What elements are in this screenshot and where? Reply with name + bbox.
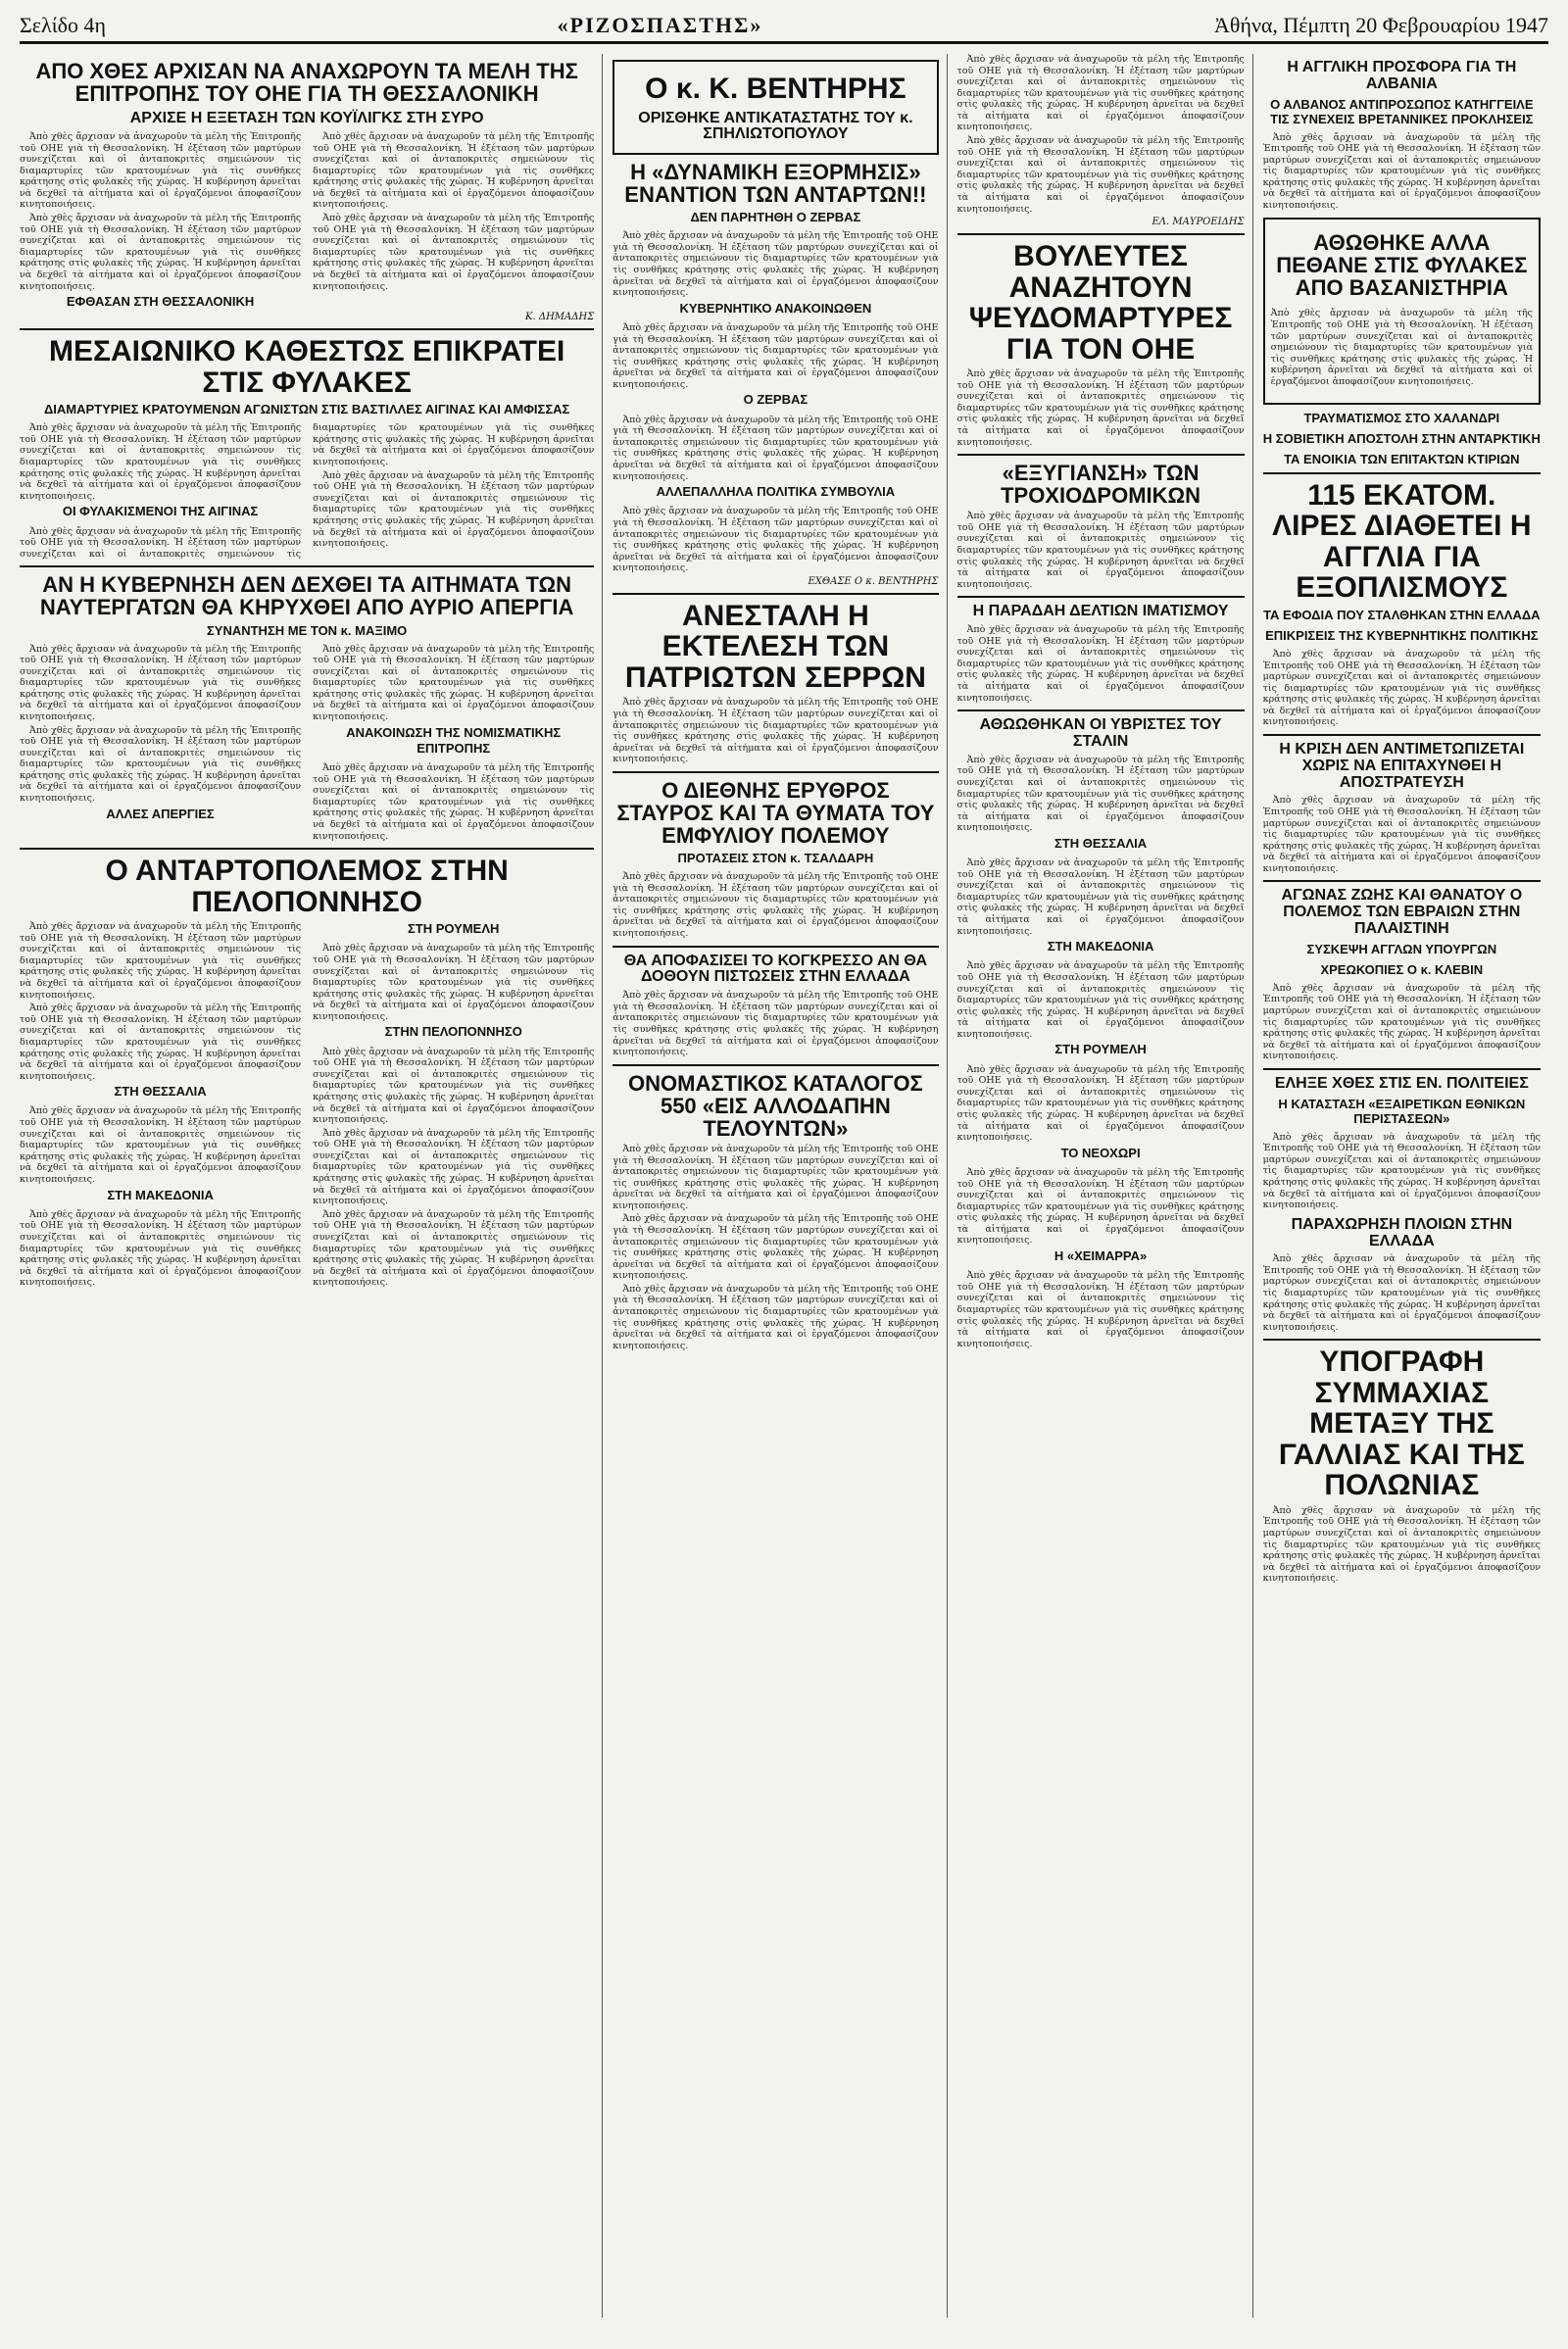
subheadline-supplies: ΤΑ ΕΦΟΔΙΑ ΠΟΥ ΣΤΑΛΘΗΚΑΝ ΣΤΗΝ ΕΛΛΑΔΑ [1263,607,1541,622]
article-text: Ἀπὸ χθὲς ἄρχισαν νὰ ἀναχωροῦν τὰ μέλη τῆς Ἐπιτροπῆς τοῦ ΟΗΕ γιὰ τὴ Θεσσαλονίκη. Ἡ ἐξέταση τῶν μαρτύρων συνεχίζεται καὶ οἱ ἀνταποκριτὲς σημειώνουν τὶς διαμαρτυρίες τῶν κρατουμένων γιὰ τὶς συνθῆκες κράτησης στὶς φυλακὲς τῆς χώρας. Ἡ κυβέρνηση ἀρνεῖται νὰ δεχθεῖ τὰ αἰτήματα καὶ οἱ ἐργαζόμενοι ἀποφασίζουν κινητοποιήσεις. [20,1003,302,1082]
article-offensive [612,230,938,574]
section-gov-statement: ΚΥΒΕΡΝΗΤΙΚΟ ΑΝΑΚΟΙΝΩΘΕΝ [679,300,872,316]
divider [1263,1068,1541,1070]
article-peloponnese [20,921,594,1291]
divider [1263,880,1541,882]
article-congress [612,990,938,1057]
article-text: Ἀπὸ χθὲς ἄρχισαν νὰ ἀναχωροῦν τὰ μέλη τῆς Ἐπιτροπῆς τοῦ ΟΗΕ γιὰ τὴ Θεσσαλονίκη. Ἡ ἐξέταση τῶν μαρτύρων συνεχίζεται καὶ οἱ ἀνταποκριτὲς σημειώνουν τὶς διαμαρτυρίες τῶν κρατουμένων γιὰ τὶς συνθῆκες κράτησης στὶς φυλακὲς τῆς χώρας. Ἡ κυβέρνηση ἀρνεῖται νὰ δεχθεῖ τὰ αἰτήματα καὶ οἱ ἐργαζόμενοι ἀποφασίζουν κινητοποιήσεις. [612,990,939,1058]
divider [957,233,1245,235]
divider [957,454,1245,456]
article-text: Ἀπὸ χθὲς ἄρχισαν νὰ ἀναχωροῦν τὰ μέλη τῆς Ἐπιτροπῆς τοῦ ΟΗΕ γιὰ τὴ Θεσσαλονίκη. Ἡ ἐξέταση τῶν μαρτύρων συνεχίζεται καὶ οἱ ἀνταποκριτὲς σημειώνουν τὶς διαμαρτυρίες τῶν κρατουμένων γιὰ τὶς συνθῆκες κράτησης στὶς φυλακὲς τῆς χώρας. Ἡ κυβέρνηση ἀρνεῖται νὰ δεχθεῖ τὰ αἰτήματα καὶ οἱ ἐργαζόμενοι ἀποφασίζουν κινητοποιήσεις. [1262,131,1541,212]
prison-death-box [1263,218,1541,405]
section-political: ΑΛΛΕΠΑΛΛΗΛΑ ΠΟΛΙΤΙΚΑ ΣΥΜΒΟΥΛΙΑ [656,484,896,500]
headline-clothing: Η ΠΑΡΑΔΑΗ ΔΕΛΤΙΩΝ ΙΜΑΤΙΣΜΟΥ [972,603,1229,620]
article-text: Ἀπὸ χθὲς ἄρχισαν νὰ ἀναχωροῦν τὰ μέλη τῆς Ἐπιτροπῆς τοῦ ΟΗΕ γιὰ τὴ Θεσσαλονίκη. Ἡ ἐξέταση τῶν μαρτύρων συνεχίζεται καὶ οἱ ἀνταποκριτὲς σημειώνουν τὶς διαμαρτυρίες τῶν κρατουμένων γιὰ τὶς συνθῆκες κράτησης στὶς φυλακὲς τῆς χώρας. Ἡ κυβέρνηση ἀρνεῖται νὰ δεχθεῖ τὰ αἰτήματα καὶ οἱ ἐργαζόμενοι ἀποφασίζουν κινητοποιήσεις. [313,1208,595,1289]
article-text: Ἀπὸ χθὲς ἄρχισαν νὰ ἀναχωροῦν τὰ μέλη τῆς Ἐπιτροπῆς τοῦ ΟΗΕ γιὰ τὴ Θεσσαλονίκη. Ἡ ἐξέταση τῶν μαρτύρων συνεχίζεται καὶ οἱ ἀνταποκριτὲς σημειώνουν τὶς διαμαρτυρίες τῶν κρατουμένων γιὰ τὶς συνθῆκες κράτησης στὶς φυλακὲς τῆς χώρας. Ἡ κυβέρνηση ἀρνεῖται νὰ δεχθεῖ τὰ αἰτήματα καὶ οἱ ἐργαζόμενοι ἀποφασίζουν κινητοποιήσεις. [956,960,1245,1040]
article-text: Ἀπὸ χθὲς ἄρχισαν νὰ ἀναχωροῦν τὰ μέλη τῆς Ἐπιτροπῆς τοῦ ΟΗΕ γιὰ τὴ Θεσσαλονίκη. Ἡ ἐξέταση τῶν μαρτύρων συνεχίζεται καὶ οἱ ἀνταποκριτὲς σημειώνουν τὶς διαμαρτυρίες τῶν κρατουμένων γιὰ τὶς συνθῆκες κράτησης στὶς φυλακὲς τῆς χώρας. Ἡ κυβέρνηση ἀρνεῖται νὰ δεχθεῖ τὰ αἰτήματα καὶ οἱ ἐργαζόμενοι ἀποφασίζουν κινητοποιήσεις. [313,643,595,723]
section-monetary: ΑΝΑΚΟΙΝΩΣΗ ΤΗΣ ΝΟΜΙΣΜΑΤΙΚΗΣ ΕΠΙΤΡΟΠΗΣ [346,724,562,756]
subheadline-criticism: ΕΠΙΚΡΙΣΕΙΣ ΤΗΣ ΚΥΒΕΡΝΗΤΙΚΗΣ ΠΟΛΙΤΙΚΗΣ [1265,627,1539,643]
article-text: Ἀπὸ χθὲς ἄρχισαν νὰ ἀναχωροῦν τὰ μέλη τῆς Ἐπιτροπῆς τοῦ ΟΗΕ γιὰ τὴ Θεσσαλονίκη. Ἡ ἐξέταση τῶν μαρτύρων συνεχίζεται καὶ οἱ ἀνταποκριτὲς σημειώνουν τὶς διαμαρτυρίες τῶν κρατουμένων γιὰ τὶς συνθῆκες κράτησης στὶς φυλακὲς τῆς χώρας. Ἡ κυβέρνηση ἀρνεῖται νὰ δεχθεῖ τὰ αἰτήματα καὶ οἱ ἐργαζόμενοι ἀποφασίζουν κινητοποιήσεις. [20,1105,302,1185]
headline-serres: ΑΝΕΣΤΑΛΗ Η ΕΚΤΕΛΕΣΗ ΤΩΝ ΠΑΤΡΙΩΤΩΝ ΣΕΡΡΩΝ [624,599,926,694]
article-text: Ἀπὸ χθὲς ἄρχισαν νὰ ἀναχωροῦν τὰ μέλη τῆς Ἐπιτροπῆς τοῦ ΟΗΕ γιὰ τὴ Θεσσαλονίκη. Ἡ ἐξέταση τῶν μαρτύρων συνεχίζεται καὶ οἱ ἀνταποκριτὲς σημειώνουν τὶς διαμαρτυρίες τῶν κρατουμένων γιὰ τὶς συνθῆκες κράτησης στὶς φυλακὲς τῆς χώρας. Ἡ κυβέρνηση ἀρνεῖται νὰ δεχθεῖ τὰ αἰτήματα καὶ οἱ ἐργαζόμενοι ἀποφασίζουν κινητοποιήσεις. [956,511,1245,590]
article-continued [957,54,1245,215]
divider [20,565,594,567]
section-roumeli: ΣΤΗ ΡΟΥΜΕΛΗ [408,921,500,937]
article-text: Ἀπὸ χθὲς ἄρχισαν νὰ ἀναχωροῦν τὰ μέλη τῆς Ἐπιτροπῆς τοῦ ΟΗΕ γιὰ τὴ Θεσσαλονίκη. Ἡ ἐξέταση τῶν μαρτύρων συνεχίζεται καὶ οἱ ἀνταποκριτὲς σημειώνουν τὶς διαμαρτυρίες τῶν κρατουμένων γιὰ τὶς συνθῆκες κράτησης στὶς φυλακὲς τῆς χώρας. Ἡ κυβέρνηση ἀρνεῖται νὰ δεχθεῖ τὰ αἰτήματα καὶ οἱ ἐργαζόμενοι ἀποφασίζουν κινητοποιήσεις. [20,643,302,723]
article-text: Ἀπὸ χθὲς ἄρχισαν νὰ ἀναχωροῦν τὰ μέλη τῆς Ἐπιτροπῆς τοῦ ΟΗΕ γιὰ τὴ Θεσσαλονίκη. Ἡ ἐξέταση τῶν μαρτύρων συνεχίζεται καὶ οἱ ἀνταποκριτὲς σημειώνουν τὶς διαμαρτυρίες τῶν κρατουμένων γιὰ τὶς συνθῆκες κράτησης στὶς φυλακὲς τῆς χώρας. Ἡ κυβέρνηση ἀρνεῖται νὰ δεχθεῖ τὰ αἰτήματα καὶ οἱ ἐργαζόμενοι ἀποφασίζουν κινητοποιήσεις. [956,1167,1245,1247]
article-text: Ἀπὸ χθὲς ἄρχισαν νὰ ἀναχωροῦν τὰ μέλη τῆς Ἐπιτροπῆς τοῦ ΟΗΕ γιὰ τὴ Θεσσαλονίκη. Ἡ ἐξέταση τῶν μαρτύρων συνεχίζεται καὶ οἱ ἀνταποκριτὲς σημειώνουν τὶς διαμαρτυρίες τῶν κρατουμένων γιὰ τὶς συνθῆκες κράτησης στὶς φυλακὲς τῆς χώρας. Ἡ κυβέρνηση ἀρνεῖται νὰ δεχθεῖ τὰ αἰτήματα καὶ οἱ ἐργαζόμενοι ἀποφασίζουν κινητοποιήσεις. [956,754,1245,834]
article-un-committee [20,131,594,310]
article-text: Ἀπὸ χθὲς ἄρχισαν νὰ ἀναχωροῦν τὰ μέλη τῆς Ἐπιτροπῆς τοῦ ΟΗΕ γιὰ τὴ Θεσσαλονίκη. Ἡ ἐξέταση τῶν μαρτύρων συνεχίζεται καὶ οἱ ἀνταποκριτὲς σημειώνουν τὶς διαμαρτυρίες τῶν κρατουμένων γιὰ τὶς συνθῆκες κράτησης στὶς φυλακὲς τῆς χώρας. Ἡ κυβέρνηση ἀρνεῖται νὰ δεχθεῖ τὰ αἰτήματα καὶ οἱ ἐργαζόμενοι ἀποφασίζουν κινητοποιήσεις. [612,506,939,574]
headline-seamen: ΑΝ Η ΚΥΒΕΡΝΗΣΗ ΔΕΝ ΔΕΧΘΕΙ ΤΑ ΑΙΤΗΜΑΤΑ ΤΩΝ ΝΑΥΤΕΡΓΑΤΩΝ ΘΑ ΚΗΡΥΧΘΕΙ ΑΠΟ ΑΥΡΙΟ ΑΠΕΡΓΙΑ [39,572,574,620]
headline-red-cross: Ο ΔΙΕΘΝΗΣ ΕΡΥΘΡΟΣ ΣΤΑΥΡΟΣ ΚΑΙ ΤΑ ΘΥΜΑΤΑ ΤΟΥ ΕΜΦΥΛΙΟΥ ΠΟΛΕΜΟΥ [616,777,935,849]
article-text: Ἀπὸ χθὲς ἄρχισαν νὰ ἀναχωροῦν τὰ μέλη τῆς Ἐπιτροπῆς τοῦ ΟΗΕ γιὰ τὴ Θεσσαλονίκη. Ἡ ἐξέταση τῶν μαρτύρων συνεχίζεται καὶ οἱ ἀνταποκριτὲς σημειώνουν τὶς διαμαρτυρίες τῶν κρατουμένων γιὰ τὶς συνθῆκες κράτησης στὶς φυλακὲς τῆς χώρας. Ἡ κυβέρνηση ἀρνεῖται νὰ δεχθεῖ τὰ αἰτήματα καὶ οἱ ἐργαζόμενοι ἀποφασίζουν κινητοποιήσεις. [612,871,939,940]
article-text: Ἀπὸ χθὲς ἄρχισαν νὰ ἀναχωροῦν τὰ μέλη τῆς Ἐπιτροπῆς τοῦ ΟΗΕ γιὰ τὴ Θεσσαλονίκη. Ἡ ἐξέταση τῶν μαρτύρων συνεχίζεται καὶ οἱ ἀνταποκριτὲς σημειώνουν τὶς διαμαρτυρίες τῶν κρατουμένων γιὰ τὶς συνθῆκες κράτησης στὶς φυλακὲς τῆς χώρας. Ἡ κυβέρνηση ἀρνεῖται νὰ δεχθεῖ τὰ αἰτήματα καὶ οἱ ἐργαζόμενοι ἀποφασίζουν κινητοποιήσεις. [1262,795,1541,874]
article-text: Ἀπὸ χθὲς ἄρχισαν νὰ ἀναχωροῦν τὰ μέλη τῆς Ἐπιτροπῆς τοῦ ΟΗΕ γιὰ τὴ Θεσσαλονίκη. Ἡ ἐξέταση τῶν μαρτύρων συνεχίζεται καὶ οἱ ἀνταποκριτὲς σημειώνουν τὶς διαμαρτυρίες τῶν κρατουμένων γιὰ τὶς συνθῆκες κράτησης στὶς φυλακὲς τῆς χώρας. Ἡ κυβέρνηση ἀρνεῖται νὰ δεχθεῖ τὰ αἰτήματα καὶ οἱ ἐργαζόμενοι ἀποφασίζουν κινητοποιήσεις. [956,54,1245,133]
subheadline-albania: Ο ΑΛΒΑΝΟΣ ΑΝΤΙΠΡΟΣΩΠΟΣ ΚΑΤΗΓΓΕΙΛΕ ΤΙΣ ΣΥΝΕΧΕΙΣ ΒΡΕΤΑΝΝΙΚΕΣ ΠΡΟΚΛΗΣΕΙΣ [1270,96,1534,126]
divider [957,596,1245,598]
divider [1263,472,1541,474]
article-text: Ἀπὸ χθὲς ἄρχισαν νὰ ἀναχωροῦν τὰ μέλη τῆς Ἐπιτροπῆς τοῦ ΟΗΕ γιὰ τὴ Θεσσαλονίκη. Ἡ ἐξέταση τῶν μαρτύρων συνεχίζεται καὶ οἱ ἀνταποκριτὲς σημειώνουν τὶς διαμαρτυρίες τῶν κρατουμένων γιὰ τὶς συνθῆκες κράτησης στὶς φυλακὲς τῆς χώρας. Ἡ κυβέρνηση ἀρνεῖται νὰ δεχθεῖ τὰ αἰτήματα καὶ οἱ ἐργαζόμενοι ἀποφασίζουν κινητοποιήσεις. [20,921,302,1001]
newspaper-name: «ΡΙΖΟΣΠΑΣΤΗΣ» [557,13,763,37]
section-makedonia: ΣΤΗ ΜΑΚΕΔΟΝΙΑ [1047,939,1154,954]
byline: ΕΛ. ΜΑΥΡΟΕΙΔΗΣ [1152,217,1245,228]
article-text: Ἀπὸ χθὲς ἄρχισαν νὰ ἀναχωροῦν τὰ μέλη τῆς Ἐπιτροπῆς τοῦ ΟΗΕ γιὰ τὴ Θεσσαλονίκη. Ἡ ἐξέταση τῶν μαρτύρων συνεχίζεται καὶ οἱ ἀνταποκριτὲς σημειώνουν τὶς διαμαρτυρίες τῶν κρατουμένων γιὰ τὶς συνθῆκες κράτησης στὶς φυλακὲς τῆς χώρας. Ἡ κυβέρνηση ἀρνεῖται νὰ δεχθεῖ τὰ αἰτήματα καὶ οἱ ἐργαζόμενοι ἀποφασίζουν κινητοποιήσεις. [20,724,302,805]
headline-usa: ΕΛΗΞΕ ΧΘΕΣ ΣΤΙΣ ΕΝ. ΠΟΛΙΤΕΙΕΣ [1274,1074,1529,1092]
article-prisons [20,422,594,560]
article-text: Ἀπὸ χθὲς ἄρχισαν νὰ ἀναχωροῦν τὰ μέλη τῆς Ἐπιτροπῆς τοῦ ΟΗΕ γιὰ τὴ Θεσσαλονίκη. Ἡ ἐξέταση τῶν μαρτύρων συνεχίζεται καὶ οἱ ἀνταποκριτὲς σημειώνουν τὶς διαμαρτυρίες τῶν κρατουμένων γιὰ τὶς συνθῆκες κράτησης στὶς φυλακὲς τῆς χώρας. Ἡ κυβέρνηση ἀρνεῖται νὰ δεχθεῖ τὰ αἰτήματα καὶ οἱ ἐργαζόμενοι ἀποφασίζουν κινητοποιήσεις. [1270,308,1533,387]
article-text: Ἀπὸ χθὲς ἄρχισαν νὰ ἀναχωροῦν τὰ μέλη τῆς Ἐπιτροπῆς τοῦ ΟΗΕ γιὰ τὴ Θεσσαλονίκη. Ἡ ἐξέταση τῶν μαρτύρων συνεχίζεται καὶ οἱ ἀνταποκριτὲς σημειώνουν τὶς διαμαρτυρίες τῶν κρατουμένων γιὰ τὶς συνθῆκες κράτησης στὶς φυλακὲς τῆς χώρας. Ἡ κυβέρνηση ἀρνεῖται νὰ δεχθεῖ τὰ αἰτήματα καὶ οἱ ἐργαζόμενοι ἀποφασίζουν κινητοποιήσεις. [1262,982,1541,1062]
article-albania [1263,132,1541,212]
venteris-box [612,60,938,155]
headline-england-arms: 115 ΕΚΑΤΟΜ. ΛΙΡΕΣ ΔΙΑΘΕΤΕΙ Η ΑΓΓΛΙΑ ΓΙΑ ΕΞΟΠΛΙΣΜΟΥΣ [1272,478,1532,605]
headline-tramways: «ΕΞΥΓΙΑΝΣΗ» ΤΩΝ ΤΡΟΧΙΟΔΡΟΜΙΚΩΝ [1001,461,1201,509]
article-red-cross [612,871,938,939]
headline-list: ΟΝΟΜΑΣΤΙΚΟΣ ΚΑΤΑΛΟΓΟΣ 550 «ΕΙΣ ΑΛΛΟΔΑΠΗΝ ΤΕΛΟΥΝΤΩΝ» [628,1070,923,1141]
headline-ships: ΠΑΡΑΧΩΡΗΣΗ ΠΛΟΙΩΝ ΣΤΗΝ ΕΛΛΑΔΑ [1291,1215,1513,1249]
headline-prisons: ΜΕΣΑΙΩΝΙΚΟ ΚΑΘΕΣΤΩΣ ΕΠΙΚΡΑΤΕΙ ΣΤΙΣ ΦΥΛΑΚΕΣ [48,335,565,399]
section-interview: ΣΥΝΑΝΤΗΣΗ ΜΕ ΤΟΝ κ. ΜΑΞΙΜΟ [206,622,408,638]
section-strikes: ΑΛΛΕΣ ΑΠΕΡΓΙΕΣ [106,806,215,821]
section-proposal: ΠΡΟΤΑΣΕΙΣ ΣΤΟΝ κ. ΤΣΑΛΔΑΡΗ [677,851,874,866]
section-thessalia: ΣΤΗ ΘΕΣΣΑΛΙΑ [114,1084,207,1100]
subheadline-zervas: ΔΕΝ ΠΑΡΗΤΗΘΗ Ο ΖΕΡΒΑΣ [690,210,861,225]
divider [612,593,938,595]
divider [20,848,594,850]
article-text: Ἀπὸ χθὲς ἄρχισαν νὰ ἀναχωροῦν τὰ μέλη τῆς Ἐπιτροπῆς τοῦ ΟΗΕ γιὰ τὴ Θεσσαλονίκη. Ἡ ἐξέταση τῶν μαρτύρων συνεχίζεται καὶ οἱ ἀνταποκριτὲς σημειώνουν τὶς διαμαρτυρίες τῶν κρατουμένων γιὰ τὶς συνθῆκες κράτησης στὶς φυλακὲς τῆς χώρας. Ἡ κυβέρνηση ἀρνεῖται νὰ δεχθεῖ τὰ αἰτήματα καὶ οἱ ἐργαζόμενοι ἀποφασίζουν κινητοποιήσεις. [1262,1253,1541,1333]
divider [20,328,594,330]
article-text: Ἀπὸ χθὲς ἄρχισαν νὰ ἀναχωροῦν τὰ μέλη τῆς Ἐπιτροπῆς τοῦ ΟΗΕ γιὰ τὴ Θεσσαλονίκη. Ἡ ἐξέταση τῶν μαρτύρων συνεχίζεται καὶ οἱ ἀνταποκριτὲς σημειώνουν τὶς διαμαρτυρίες τῶν κρατουμένων γιὰ τὶς συνθῆκες κράτησης στὶς φυλακὲς τῆς χώρας. Ἡ κυβέρνηση ἀρνεῖται νὰ δεχθεῖ τὰ αἰτήματα καὶ οἱ ἐργαζόμενοι ἀποφασίζουν κινητοποιήσεις. [1262,648,1541,728]
article-england-arms [1263,649,1541,728]
byline: Κ. ΔΗΜΑΔΗΣ [525,312,595,323]
article-alliance [1263,1505,1541,1585]
subheadline-venteris: ΟΡΙΣΘΗΚΕ ΑΝΤΙΚΑΤΑΣΤΑΤΗΣ ΤΟΥ κ. ΣΠΗΛΙΩΤΟΠΟΥΛΟΥ [638,109,913,143]
article-text: Ἀπὸ χθὲς ἄρχισαν νὰ ἀναχωροῦν τὰ μέλη τῆς Ἐπιτροπῆς τοῦ ΟΗΕ γιὰ τὴ Θεσσαλονίκη. Ἡ ἐξέταση τῶν μαρτύρων συνεχίζεται καὶ οἱ ἀνταποκριτὲς σημειώνουν τὶς διαμαρτυρίες τῶν κρατουμένων γιὰ τὶς συνθῆκες κράτησης στὶς φυλακὲς τῆς χώρας. Ἡ κυβέρνηση ἀρνεῖται νὰ δεχθεῖ τὰ αἰτήματα καὶ οἱ ἐργαζόμενοι ἀποφασίζουν κινητοποιήσεις. [20,130,302,211]
headline-albania: Η ΑΓΓΛΙΚΗ ΠΡΟΣΦΟΡΑ ΓΙΑ ΤΗ ΑΛΒΑΝΙΑ [1287,59,1517,92]
section-pelop: ΣΤΗΝ ΠΕΛΟΠΟΝΝΗΣΟ [384,1024,522,1040]
article-seamen [20,644,594,843]
divider [1263,734,1541,736]
divider [1263,1339,1541,1341]
divider [612,946,938,948]
article-text: Ἀπὸ χθὲς ἄρχισαν νὰ ἀναχωροῦν τὰ μέλη τῆς Ἐπιτροπῆς τοῦ ΟΗΕ γιὰ τὴ Θεσσαλονίκη. Ἡ ἐξέταση τῶν μαρτύρων συνεχίζεται καὶ οἱ ἀνταποκριτὲς σημειώνουν τὶς διαμαρτυρίες τῶν κρατουμένων γιὰ τὶς συνθῆκες κράτησης στὶς φυλακὲς τῆς χώρας. Ἡ κυβέρνηση ἀρνεῖται νὰ δεχθεῖ τὰ αἰτήματα καὶ οἱ ἐργαζόμενοι ἀποφασίζουν κινητοποιήσεις. [313,943,595,1022]
subheadline-ministers: ΣΥΣΚΕΨΗ ΑΓΓΛΩΝ ΥΠΟΥΡΓΩΝ [1306,941,1497,956]
headline-stalin: ΑΘΩΩΘΗΚΑΝ ΟΙ ΥΒΡΙΣΤΕΣ ΤΟΥ ΣΤΑΛΙΝ [979,716,1222,751]
headline-palestine: ΑΓΩΝΑΣ ΖΩΗΣ ΚΑΙ ΘΑΝΑΤΟΥ Ο ΠΟΛΕΜΟΣ ΤΩΝ ΕΒΡΑΙΩΝ ΣΤΗΝ ΠΑΛΑΙΣΤΙΝΗ [1281,887,1523,938]
section-ximarra: Η «ΧΕΙΜΑΡΡΑ» [1054,1248,1148,1264]
byline: ΕΧΘΑΣΕ Ο κ. ΒΕΝΤΗΡΗΣ [808,575,939,587]
article-serres [612,697,938,764]
section-zervas: Ο ΖΕΡΒΑΣ [743,392,808,408]
masthead [20,10,1548,44]
section-aegina: ΟΙ ΦΥΛΑΚΙΣΜΕΝΟΙ ΤΗΣ ΑΙΓΙΝΑΣ [62,504,259,519]
section-klevin: ΧΡΕΩΚΟΠΙΕΣ Ο κ. ΚΛΕΒΙΝ [1320,961,1484,977]
article-text: Ἀπὸ χθὲς ἄρχισαν νὰ ἀναχωροῦν τὰ μέλη τῆς Ἐπιτροπῆς τοῦ ΟΗΕ γιὰ τὴ Θεσσαλονίκη. Ἡ ἐξέταση τῶν μαρτύρων συνεχίζεται καὶ οἱ ἀνταποκριτὲς σημειώνουν τὶς διαμαρτυρίες τῶν κρατουμένων γιὰ τὶς συνθῆκες κράτησης στὶς φυλακὲς τῆς χώρας. Ἡ κυβέρνηση ἀρνεῖται νὰ δεχθεῖ τὰ αἰτήματα καὶ οἱ ἐργαζόμενοι ἀποφασίζουν κινητοποιήσεις. [956,1063,1245,1144]
article-text: Ἀπὸ χθὲς ἄρχισαν νὰ ἀναχωροῦν τὰ μέλη τῆς Ἐπιτροπῆς τοῦ ΟΗΕ γιὰ τὴ Θεσσαλονίκη. Ἡ ἐξέταση τῶν μαρτύρων συνεχίζεται καὶ οἱ ἀνταποκριτὲς σημειώνουν τὶς διαμαρτυρίες τῶν κρατουμένων γιὰ τὶς συνθῆκες κράτησης στὶς φυλακὲς τῆς χώρας. Ἡ κυβέρνηση ἀρνεῖται νὰ δεχθεῖ τὰ αἰτήματα καὶ οἱ ἐργαζόμενοι ἀποφασίζουν κινητοποιήσεις. [313,1046,595,1126]
article-clothing [957,624,1245,704]
page-number: Σελίδο 4η [20,13,106,37]
column-4 [1263,54,1548,2318]
section-roumeli: ΣΤΗ ΡΟΥΜΕΛΗ [1054,1042,1147,1057]
article-text: Ἀπὸ χθὲς ἄρχισαν νὰ ἀναχωροῦν τὰ μέλη τῆς Ἐπιτροπῆς τοῦ ΟΗΕ γιὰ τὴ Θεσσαλονίκη. Ἡ ἐξέταση τῶν μαρτύρων συνεχίζεται καὶ οἱ ἀνταποκριτὲς σημειώνουν τὶς διαμαρτυρίες τῶν κρατουμένων γιὰ τὶς συνθῆκες κράτησης στὶς φυλακὲς τῆς χώρας. Ἡ κυβέρνηση ἀρνεῖται νὰ δεχθεῖ τὰ αἰτήματα καὶ οἱ ἐργαζόμενοι ἀποφασίζουν κινητοποιήσεις. [612,230,939,299]
section-rents: ΤΑ ΕΝΟΙΚΙΑ ΤΩΝ ΕΠΙΤΑΚΤΩΝ ΚΤΙΡΙΩΝ [1284,451,1520,466]
article-text: Ἀπὸ χθὲς ἄρχισαν νὰ ἀναχωροῦν τὰ μέλη τῆς Ἐπιτροπῆς τοῦ ΟΗΕ γιὰ τὴ Θεσσαλονίκη. Ἡ ἐξέταση τῶν μαρτύρων συνεχίζεται καὶ οἱ ἀνταποκριτὲς σημειώνουν τὶς διαμαρτυρίες τῶν κρατουμένων γιὰ τὶς συνθῆκες κράτησης στὶς φυλακὲς τῆς χώρας. Ἡ κυβέρνηση ἀρνεῖται νὰ δεχθεῖ τὰ αἰτήματα καὶ οἱ ἐργαζόμενοι ἀποφασίζουν κινητοποιήσεις. [313,213,595,292]
article-stalin [957,755,1245,1350]
article-text: Ἀπὸ χθὲς ἄρχισαν νὰ ἀναχωροῦν τὰ μέλη τῆς Ἐπιτροπῆς τοῦ ΟΗΕ γιὰ τὴ Θεσσαλονίκη. Ἡ ἐξέταση τῶν μαρτύρων συνεχίζεται καὶ οἱ ἀνταποκριτὲς σημειώνουν τὶς διαμαρτυρίες τῶν κρατουμένων γιὰ τὶς συνθῆκες κράτησης στὶς φυλακὲς τῆς χώρας. Ἡ κυβέρνηση ἀρνεῖται νὰ δεχθεῖ τὰ αἰτήματα καὶ οἱ ἐργαζόμενοι ἀποφασίζουν κινητοποιήσεις. [20,213,302,292]
article-text: Ἀπὸ χθὲς ἄρχισαν νὰ ἀναχωροῦν τὰ μέλη τῆς Ἐπιτροπῆς τοῦ ΟΗΕ γιὰ τὴ Θεσσαλονίκη. Ἡ ἐξέταση τῶν μαρτύρων συνεχίζεται καὶ οἱ ἀνταποκριτὲς σημειώνουν τὶς διαμαρτυρίες τῶν κρατουμένων γιὰ τὶς συνθῆκες κράτησης στὶς φυλακὲς τῆς χώρας. Ἡ κυβέρνηση ἀρνεῖται νὰ δεχθεῖ τὰ αἰτήματα καὶ οἱ ἐργαζόμενοι ἀποφασίζουν κινητοποιήσεις. [956,1270,1245,1349]
article-text: Ἀπὸ χθὲς ἄρχισαν νὰ ἀναχωροῦν τὰ μέλη τῆς Ἐπιτροπῆς τοῦ ΟΗΕ γιὰ τὴ Θεσσαλονίκη. Ἡ ἐξέταση τῶν μαρτύρων συνεχίζεται καὶ οἱ ἀνταποκριτὲς σημειώνουν τὶς διαμαρτυρίες τῶν κρατουμένων γιὰ τὶς συνθῆκες κράτησης στὶς φυλακὲς τῆς χώρας. Ἡ κυβέρνηση ἀρνεῖται νὰ δεχθεῖ τὰ αἰτήματα καὶ οἱ ἐργαζόμενοι ἀποφασίζουν κινητοποιήσεις. [20,1208,302,1289]
article-text: Ἀπὸ χθὲς ἄρχισαν νὰ ἀναχωροῦν τὰ μέλη τῆς Ἐπιτροπῆς τοῦ ΟΗΕ γιὰ τὴ Θεσσαλονίκη. Ἡ ἐξέταση τῶν μαρτύρων συνεχίζεται καὶ οἱ ἀνταποκριτὲς σημειώνουν τὶς διαμαρτυρίες τῶν κρατουμένων γιὰ τὶς συνθῆκες κράτησης στὶς φυλακὲς τῆς χώρας. Ἡ κυβέρνηση ἀρνεῖται νὰ δεχθεῖ τὰ αἰτήματα καὶ οἱ ἐργαζόμενοι ἀποφασίζουν κινητοποιήσεις. [313,1127,595,1207]
headline-venteris: Ο κ. Κ. ΒΕΝΤΗΡΗΣ [645,73,906,105]
article-text: Ἀπὸ χθὲς ἄρχισαν νὰ ἀναχωροῦν τὰ μέλη τῆς Ἐπιτροπῆς τοῦ ΟΗΕ γιὰ τὴ Θεσσαλονίκη. Ἡ ἐξέταση τῶν μαρτύρων συνεχίζεται καὶ οἱ ἀνταποκριτὲς σημειώνουν τὶς διαμαρτυρίες τῶν κρατουμένων γιὰ τὶς συνθῆκες κράτησης στὶς φυλακὲς τῆς χώρας. Ἡ κυβέρνηση ἀρνεῖται νὰ δεχθεῖ τὰ αἰτήματα καὶ οἱ ἐργαζόμενοι ἀποφασίζουν κινητοποιήσεις. [956,368,1245,448]
headline-alliance: ΥΠΟΓΡΑΦΗ ΣΥΜΜΑΧΙΑΣ ΜΕΤΑΞΥ ΤΗΣ ΓΑΛΛΙΑΣ ΚΑΙ ΤΗΣ ΠΟΛΩΝΙΑΣ [1278,1346,1525,1502]
headline-peloponnese: Ο ΑΝΤΑΡΤΟΠΟΛΕΜΟΣ ΣΤΗΝ ΠΕΛΟΠΟΝΝΗΣΟ [105,855,509,918]
article-text: Ἀπὸ χθὲς ἄρχισαν νὰ ἀναχωροῦν τὰ μέλη τῆς Ἐπιτροπῆς τοῦ ΟΗΕ γιὰ τὴ Θεσσαλονίκη. Ἡ ἐξέταση τῶν μαρτύρων συνεχίζεται καὶ οἱ ἀνταποκριτὲς σημειώνουν τὶς διαμαρτυρίες τῶν κρατουμένων γιὰ τὶς συνθῆκες κράτησης στὶς φυλακὲς τῆς χώρας. Ἡ κυβέρνηση ἀρνεῖται νὰ δεχθεῖ τὰ αἰτήματα καὶ οἱ ἐργαζόμενοι ἀποφασίζουν κινητοποιήσεις. [612,414,939,482]
article-text: Ἀπὸ χθὲς ἄρχισαν νὰ ἀναχωροῦν τὰ μέλη τῆς Ἐπιτροπῆς τοῦ ΟΗΕ γιὰ τὴ Θεσσαλονίκη. Ἡ ἐξέταση τῶν μαρτύρων συνεχίζεται καὶ οἱ ἀνταποκριτὲς σημειώνουν τὶς διαμαρτυρίες τῶν κρατουμένων γιὰ τὶς συνθῆκες κράτησης στὶς φυλακὲς τῆς χώρας. Ἡ κυβέρνηση ἀρνεῖται νὰ δεχθεῖ τὰ αἰτήματα καὶ οἱ ἐργαζόμενοι ἀποφασίζουν κινητοποιήσεις. [956,624,1245,704]
column-3 [957,54,1253,2318]
article-crisis [1263,795,1541,874]
headline-congress: ΘΑ ΑΠΟΦΑΣΙΣΕΙ ΤΟ ΚΟΓΚΡΕΣΣΟ ΑΝ ΘΑ ΔΟΘΟΥΝ ΠΙΣΤΩΣΕΙΣ ΣΤΗΝ ΕΛΛΑΔΑ [623,952,927,986]
article-text: Ἀπὸ χθὲς ἄρχισαν νὰ ἀναχωροῦν τὰ μέλη τῆς Ἐπιτροπῆς τοῦ ΟΗΕ γιὰ τὴ Θεσσαλονίκη. Ἡ ἐξέταση τῶν μαρτύρων συνεχίζεται καὶ οἱ ἀνταποκριτὲς σημειώνουν τὶς διαμαρτυρίες τῶν κρατουμένων γιὰ τὶς συνθῆκες κράτησης στὶς φυλακὲς τῆς χώρας. Ἡ κυβέρνηση ἀρνεῖται νὰ δεχθεῖ τὰ αἰτήματα καὶ οἱ ἐργαζόμενοι ἀποφασίζουν κινητοποιήσεις. [313,469,595,550]
section-makedonia: ΣΤΗ ΜΑΚΕΔΟΝΙΑ [107,1187,214,1202]
section-neohori: ΤΟ ΝΕΟΧΩΡΙ [1060,1145,1141,1160]
section-thessaloniki: ΕΦΘΑΣΑΝ ΣΤΗ ΘΕΣΣΑΛΟΝΙΚΗ [66,294,255,310]
section-chalandri: ΤΡΑΥΜΑΤΙΣΜΟΣ ΣΤΟ ΧΑΛΑΝΔΡΙ [1303,410,1500,425]
article-text: Ἀπὸ χθὲς ἄρχισαν νὰ ἀναχωροῦν τὰ μέλη τῆς Ἐπιτροπῆς τοῦ ΟΗΕ γιὰ τὴ Θεσσαλονίκη. Ἡ ἐξέταση τῶν μαρτύρων συνεχίζεται καὶ οἱ ἀνταποκριτὲς σημειώνουν τὶς διαμαρτυρίες τῶν κρατουμένων γιὰ τὶς συνθῆκες κράτησης στὶς φυλακὲς τῆς χώρας. Ἡ κυβέρνηση ἀρνεῖται νὰ δεχθεῖ τὰ αἰτήματα καὶ οἱ ἐργαζόμενοι ἀποφασίζουν κινητοποιήσεις. [313,130,595,211]
headline-mps: ΒΟΥΛΕΥΤΕΣ ΑΝΑΖΗΤΟΥΝ ΨΕΥΔΟΜΑΡΤΥΡΕΣ ΓΙΑ ΤΟΝ ΟΗΕ [968,240,1233,366]
subheadline-syros: ΑΡΧΙΣΕ Η ΕΞΕΤΑΣΗ ΤΩΝ ΚΟΥΪΛΙΓΚΣ ΣΤΗ ΣΥΡΟ [129,110,484,127]
section-thessalia: ΣΤΗ ΘΕΣΣΑΛΙΑ [1054,835,1148,851]
article-mps [957,368,1245,448]
article-palestine [1263,983,1541,1062]
article-ships [1263,1253,1541,1333]
subheadline-prisons: ΔΙΑΜΑΡΤΥΡΙΕΣ ΚΡΑΤΟΥΜΕΝΩΝ ΑΓΩΝΙΣΤΩΝ ΣΤΙΣ ΒΑΣΤΙΛΛΕΣ ΑΙΓΙΝΑΣ ΚΑΙ ΑΜΦΙΣΣΑΣ [43,402,570,417]
column-1 [20,54,603,2318]
subheadline-usa: Η ΚΑΤΑΣΤΑΣΗ «ΕΞΑΙΡΕΤΙΚΩΝ ΕΘΝΙΚΩΝ ΠΕΡΙΣΤΑΣΕΩΝ» [1278,1096,1526,1126]
section-antarctic: Η ΣΟΒΙΕΤΙΚΗ ΑΠΟΣΤΟΛΗ ΣΤΗΝ ΑΝΤΑΡΚΤΙΚΗ [1262,430,1541,446]
divider [612,1064,938,1066]
article-list [612,1144,938,1351]
article-text: Ἀπὸ χθὲς ἄρχισαν νὰ ἀναχωροῦν τὰ μέλη τῆς Ἐπιτροπῆς τοῦ ΟΗΕ γιὰ τὴ Θεσσαλονίκη. Ἡ ἐξέταση τῶν μαρτύρων συνεχίζεται καὶ οἱ ἀνταποκριτὲς σημειώνουν τὶς διαμαρτυρίες τῶν κρατουμένων γιὰ τὶς συνθῆκες κράτησης στὶς φυλακὲς τῆς χώρας. Ἡ κυβέρνηση ἀρνεῖται νὰ δεχθεῖ τὰ αἰτήματα καὶ οἱ ἐργαζόμενοι ἀποφασίζουν κινητοποιήσεις. [612,322,939,390]
headline-offensive: Η «ΔΥΝΑΜΙΚΗ ΕΞΟΡΜΗΣΙΣ» ΕΝΑΝΤΙΟΝ ΤΩΝ ΑΝΤΑΡΤΩΝ!! [624,160,927,208]
article-text: Ἀπὸ χθὲς ἄρχισαν νὰ ἀναχωροῦν τὰ μέλη τῆς Ἐπιτροπῆς τοῦ ΟΗΕ γιὰ τὴ Θεσσαλονίκη. Ἡ ἐξέταση τῶν μαρτύρων συνεχίζεται καὶ οἱ ἀνταποκριτὲς σημειώνουν τὶς διαμαρτυρίες τῶν κρατουμένων γιὰ τὶς συνθῆκες κράτησης στὶς φυλακὲς τῆς χώρας. Ἡ κυβέρνηση ἀρνεῖται νὰ δεχθεῖ τὰ αἰτήματα καὶ οἱ ἐργαζόμενοι ἀποφασίζουν κινητοποιήσεις. [612,1283,939,1351]
newspaper-page [20,10,1548,2323]
headline-crisis: Η ΚΡΙΣΗ ΔΕΝ ΑΝΤΙΜΕΤΩΠΙΖΕΤΑΙ ΧΩΡΙΣ ΝΑ ΕΠΙΤΑΧΥΝΘΕΙ Η ΑΠΟΣΤΡΑΤΕΥΣΗ [1279,741,1525,791]
article-tramways [957,511,1245,590]
headline-prison-death: ΑΘΩΘΗΚΕ ΑΛΛΑ ΠΕΘΑΝΕ ΣΤΙΣ ΦΥΛΑΚΕΣ ΑΠΟ ΒΑΣΑΝΙΣΤΗΡΙΑ [1276,229,1528,300]
column-2 [612,54,947,2318]
article-text: Ἀπὸ χθὲς ἄρχισαν νὰ ἀναχωροῦν τὰ μέλη τῆς Ἐπιτροπῆς τοῦ ΟΗΕ γιὰ τὴ Θεσσαλονίκη. Ἡ ἐξέταση τῶν μαρτύρων συνεχίζεται καὶ οἱ ἀνταποκριτὲς σημειώνουν τὶς διαμαρτυρίες τῶν κρατουμένων γιὰ τὶς συνθῆκες κράτησης στὶς φυλακὲς τῆς χώρας. Ἡ κυβέρνηση ἀρνεῖται νὰ δεχθεῖ τὰ αἰτήματα καὶ οἱ ἐργαζόμενοι ἀποφασίζουν κινητοποιήσεις. [1262,1504,1541,1585]
article-text: Ἀπὸ χθὲς ἄρχισαν νὰ ἀναχωροῦν τὰ μέλη τῆς Ἐπιτροπῆς τοῦ ΟΗΕ γιὰ τὴ Θεσσαλονίκη. Ἡ ἐξέταση τῶν μαρτύρων συνεχίζεται καὶ οἱ ἀνταποκριτὲς σημειώνουν τὶς διαμαρτυρίες τῶν κρατουμένων γιὰ τὶς συνθῆκες κράτησης στὶς φυλακὲς τῆς χώρας. Ἡ κυβέρνηση ἀρνεῖται νὰ δεχθεῖ τὰ αἰτήματα καὶ οἱ ἐργαζόμενοι ἀποφασίζουν κινητοποιήσεις. [313,762,595,842]
article-text: Ἀπὸ χθὲς ἄρχισαν νὰ ἀναχωροῦν τὰ μέλη τῆς Ἐπιτροπῆς τοῦ ΟΗΕ γιὰ τὴ Θεσσαλονίκη. Ἡ ἐξέταση τῶν μαρτύρων συνεχίζεται καὶ οἱ ἀνταποκριτὲς σημειώνουν τὶς διαμαρτυρίες τῶν κρατουμένων γιὰ τὶς συνθῆκες κράτησης στὶς φυλακὲς τῆς χώρας. Ἡ κυβέρνηση ἀρνεῖται νὰ δεχθεῖ τὰ αἰτήματα καὶ οἱ ἐργαζόμενοι ἀποφασίζουν κινητοποιήσεις. [1262,1131,1541,1211]
divider [612,771,938,773]
headline-un-committee: ΑΠΟ ΧΘΕΣ ΑΡΧΙΣΑΝ ΝΑ ΑΝΑΧΩΡΟΥΝ ΤΑ ΜΕΛΗ ΤΗΣ ΕΠΙΤΡΟΠΗΣ ΤΟΥ ΟΗΕ ΓΙΑ ΤΗ ΘΕΣΣΑΛΟΝΙΚΗ [35,59,578,107]
article-text: Ἀπὸ χθὲς ἄρχισαν νὰ ἀναχωροῦν τὰ μέλη τῆς Ἐπιτροπῆς τοῦ ΟΗΕ γιὰ τὴ Θεσσαλονίκη. Ἡ ἐξέταση τῶν μαρτύρων συνεχίζεται καὶ οἱ ἀνταποκριτὲς σημειώνουν τὶς διαμαρτυρίες τῶν κρατουμένων γιὰ τὶς συνθῆκες κράτησης στὶς φυλακὲς τῆς χώρας. Ἡ κυβέρνηση ἀρνεῖται νὰ δεχθεῖ τὰ αἰτήματα καὶ οἱ ἐργαζόμενοι ἀποφασίζουν κινητοποιήσεις. [956,857,1245,937]
article-text: Ἀπὸ χθὲς ἄρχισαν νὰ ἀναχωροῦν τὰ μέλη τῆς Ἐπιτροπῆς τοῦ ΟΗΕ γιὰ τὴ Θεσσαλονίκη. Ἡ ἐξέταση τῶν μαρτύρων συνεχίζεται καὶ οἱ ἀνταποκριτὲς σημειώνουν τὶς διαμαρτυρίες τῶν κρατουμένων γιὰ τὶς συνθῆκες κράτησης στὶς φυλακὲς τῆς χώρας. Ἡ κυβέρνηση ἀρνεῖται νὰ δεχθεῖ τὰ αἰτήματα καὶ οἱ ἐργαζόμενοι ἀποφασίζουν κινητοποιήσεις. [612,1143,939,1211]
article-text: Ἀπὸ χθὲς ἄρχισαν νὰ ἀναχωροῦν τὰ μέλη τῆς Ἐπιτροπῆς τοῦ ΟΗΕ γιὰ τὴ Θεσσαλονίκη. Ἡ ἐξέταση τῶν μαρτύρων συνεχίζεται καὶ οἱ ἀνταποκριτὲς σημειώνουν τὶς διαμαρτυρίες τῶν κρατουμένων γιὰ τὶς συνθῆκες κράτησης στὶς φυλακὲς τῆς χώρας. Ἡ κυβέρνηση ἀρνεῖται νὰ δεχθεῖ τὰ αἰτήματα καὶ οἱ ἐργαζόμενοι ἀποφασίζουν κινητοποιήσεις. [20,422,302,502]
article-text: Ἀπὸ χθὲς ἄρχισαν νὰ ἀναχωροῦν τὰ μέλη τῆς Ἐπιτροπῆς τοῦ ΟΗΕ γιὰ τὴ Θεσσαλονίκη. Ἡ ἐξέταση τῶν μαρτύρων συνεχίζεται καὶ οἱ ἀνταποκριτὲς σημειώνουν τὶς διαμαρτυρίες τῶν κρατουμένων γιὰ τὶς συνθῆκες κράτησης στὶς φυλακὲς τῆς χώρας. Ἡ κυβέρνηση ἀρνεῖται νὰ δεχθεῖ τὰ αἰτήματα καὶ οἱ ἐργαζόμενοι ἀποφασίζουν κινητοποιήσεις. [612,697,939,765]
issue-date: Ἀθήνα, Πέμπτη 20 Φεβρουαρίου 1947 [1214,13,1548,37]
article-text: Ἀπὸ χθὲς ἄρχισαν νὰ ἀναχωροῦν τὰ μέλη τῆς Ἐπιτροπῆς τοῦ ΟΗΕ γιὰ τὴ Θεσσαλονίκη. Ἡ ἐξέταση τῶν μαρτύρων συνεχίζεται καὶ οἱ ἀνταποκριτὲς σημειώνουν τὶς διαμαρτυρίες τῶν κρατουμένων γιὰ τὶς συνθῆκες κράτησης στὶς φυλακὲς τῆς χώρας. Ἡ κυβέρνηση ἀρνεῖται νὰ δεχθεῖ τὰ αἰτήματα καὶ οἱ ἐργαζόμενοι ἀποφασίζουν κινητοποιήσεις. [612,1213,939,1282]
divider [957,710,1245,711]
article-text: Ἀπὸ χθὲς ἄρχισαν νὰ ἀναχωροῦν τὰ μέλη τῆς Ἐπιτροπῆς τοῦ ΟΗΕ γιὰ τὴ Θεσσαλονίκη. Ἡ ἐξέταση τῶν μαρτύρων συνεχίζεται καὶ οἱ ἀνταποκριτὲς σημειώνουν τὶς διαμαρτυρίες τῶν κρατουμένων γιὰ τὶς συνθῆκες κράτησης στὶς φυλακὲς τῆς χώρας. Ἡ κυβέρνηση ἀρνεῖται νὰ δεχθεῖ τὰ αἰτήματα καὶ οἱ ἐργαζόμενοι ἀποφασίζουν κινητοποιήσεις. [956,135,1245,215]
article-text: Ἀπὸ χθὲς ἄρχισαν νὰ ἀναχωροῦν τὰ μέλη τῆς Ἐπιτροπῆς τοῦ ΟΗΕ γιὰ τὴ Θεσσαλονίκη. Ἡ ἐξέταση τῶν μαρτύρων συνεχίζεται καὶ οἱ ἀνταποκριτὲς σημειώνουν τὶς διαμαρτυρίες τῶν κρατουμένων γιὰ τὶς συνθῆκες κράτησης στὶς φυλακὲς τῆς χώρας. Ἡ κυβέρνηση ἀρνεῖται νὰ δεχθεῖ τὰ αἰτήματα καὶ οἱ ἐργαζόμενοι ἀποφασίζουν κινητοποιήσεις. [20,422,595,560]
article-usa [1263,1132,1541,1211]
